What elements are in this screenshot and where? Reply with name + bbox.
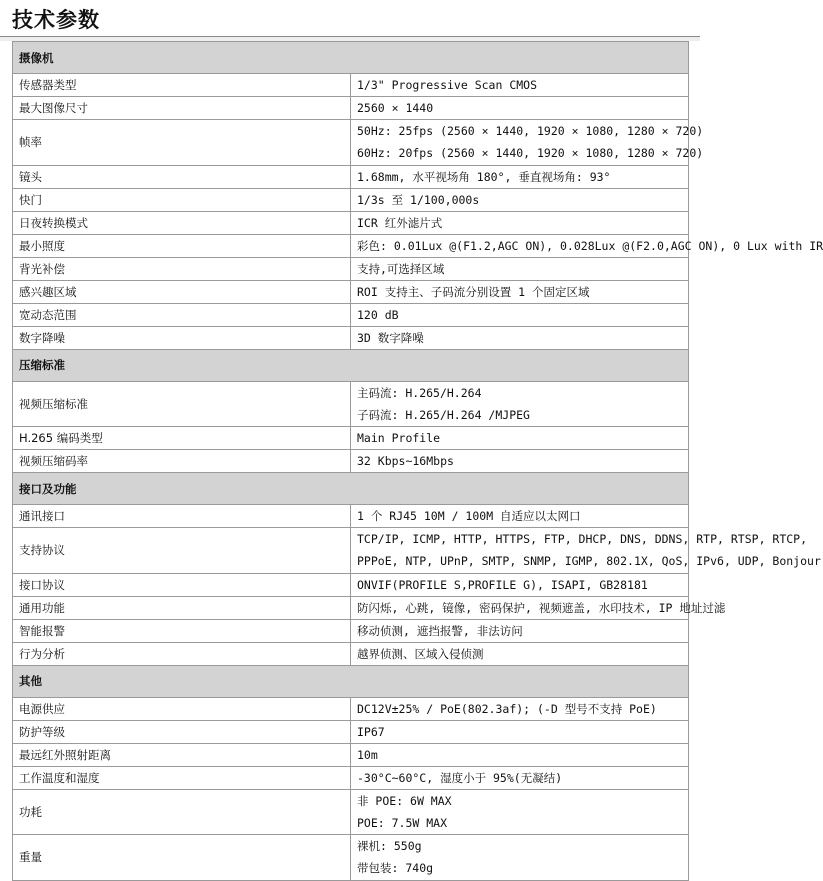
- spec-row: [13, 619, 689, 642]
- spec-value: [351, 528, 821, 574]
- spec-value-line: ROI 支持主、子码流分别设置 1 个固定区域: [357, 284, 590, 299]
- spec-row: [13, 188, 689, 211]
- spec-row: [13, 257, 689, 280]
- spec-value-line: 带包装: 740g: [357, 861, 434, 876]
- spec-value: [351, 97, 689, 120]
- section-header-row: [13, 665, 689, 697]
- spec-value: [351, 619, 689, 642]
- spec-value: [351, 165, 689, 188]
- spec-value-line: 裸机: 550g: [357, 839, 422, 854]
- spec-value-line: 50Hz: 25fps (2560 × 1440, 1920 × 1080, 1280 × 720): [357, 124, 704, 139]
- spec-value-line: 2560 × 1440: [357, 101, 434, 115]
- spec-value-line: 10m: [357, 747, 378, 762]
- spec-row: [13, 697, 689, 720]
- spec-value-line: 彩色: 0.01Lux @(F1.2,AGC ON), 0.028Lux @(F2.0,AGC ON), 0 Lux with IR: [357, 238, 823, 253]
- spec-value-line: 1.68mm, 水平视场角 180°, 垂直视场角: 93°: [357, 169, 611, 184]
- section-header-row: [13, 473, 689, 505]
- spec-row: [13, 303, 689, 326]
- spec-row: [13, 120, 689, 166]
- spec-value-line: TCP/IP, ICMP, HTTP, HTTPS, FTP, DHCP, DNS, DDNS, RTP, RTSP, RTCP,: [357, 532, 808, 547]
- spec-key: 数字降噪: [13, 326, 351, 349]
- spec-value-line: 32 Kbps~16Mbps: [357, 454, 454, 468]
- spec-key: 行为分析: [13, 642, 351, 665]
- spec-key: 帧率: [13, 120, 351, 166]
- spec-key: 快门: [13, 188, 351, 211]
- spec-key: 工作温度和湿度: [13, 766, 351, 789]
- spec-row: [13, 642, 689, 665]
- spec-value-line: PPPoE, NTP, UPnP, SMTP, SNMP, IGMP, 802.1X, QoS, IPv6, UDP, Bonjour: [357, 554, 821, 569]
- spec-value: [351, 573, 689, 596]
- spec-value-line: 3D 数字降噪: [357, 330, 424, 345]
- spec-value-line: 1 个 RJ45 10M / 100M 自适应以太网口: [357, 509, 581, 523]
- section-header: 压缩标准: [13, 349, 689, 381]
- spec-key: H.265 编码类型: [13, 427, 351, 450]
- page-title: 技术参数: [12, 8, 100, 32]
- spec-row: [13, 381, 689, 427]
- spec-value-line: ONVIF(PROFILE S,PROFILE G), ISAPI, GB28181: [357, 577, 648, 592]
- spec-key: 功耗: [13, 789, 351, 835]
- spec-value-line: POE: 7.5W MAX: [357, 815, 448, 830]
- spec-table: [12, 41, 823, 881]
- spec-value-line: 120 dB: [357, 307, 399, 322]
- spec-key: 背光补偿: [13, 257, 351, 280]
- spec-row: [13, 528, 689, 574]
- spec-row: [13, 450, 689, 473]
- spec-key: 接口协议: [13, 573, 351, 596]
- spec-value: [351, 835, 689, 881]
- spec-row: [13, 280, 689, 303]
- spec-value: [351, 642, 689, 665]
- spec-key: 镜头: [13, 165, 351, 188]
- section-header-row: [13, 42, 689, 74]
- spec-key: 最远红外照射距离: [13, 743, 351, 766]
- spec-value: [351, 74, 689, 97]
- spec-value: [351, 450, 689, 473]
- spec-value: [351, 188, 689, 211]
- spec-value-line: DC12V±25% / PoE(802.3af); (-D 型号不支持 PoE): [357, 701, 657, 716]
- spec-row: [13, 211, 689, 234]
- spec-value: [351, 427, 689, 450]
- section-header: 其他: [13, 665, 689, 697]
- spec-value-line: 防闪烁, 心跳, 镜像, 密码保护, 视频遮盖, 水印技术, IP 地址过滤: [357, 600, 726, 615]
- spec-value: [351, 211, 689, 234]
- spec-value-line: 支持,可选择区域: [357, 261, 445, 276]
- spec-key: 日夜转换模式: [13, 211, 351, 234]
- spec-row: [13, 743, 689, 766]
- spec-value: [351, 234, 823, 257]
- section-header-row: [13, 349, 689, 381]
- spec-row: [13, 234, 689, 257]
- spec-row: [13, 596, 689, 619]
- spec-row: [13, 766, 689, 789]
- spec-value-line: 移动侦测, 遮挡报警, 非法访问: [357, 623, 523, 638]
- spec-value-line: Main Profile: [357, 431, 441, 445]
- spec-value: [351, 720, 689, 743]
- spec-row: [13, 835, 689, 881]
- spec-row: [13, 720, 689, 743]
- spec-key: 电源供应: [13, 697, 351, 720]
- spec-value-line: -30°C~60°C, 湿度小于 95%(无凝结): [357, 770, 563, 785]
- spec-key: 视频压缩码率: [13, 450, 351, 473]
- spec-value: [351, 766, 689, 789]
- spec-row: [13, 573, 689, 596]
- spec-value: [351, 120, 704, 166]
- spec-value: [351, 789, 689, 835]
- spec-value: [351, 743, 689, 766]
- spec-key: 最小照度: [13, 234, 351, 257]
- spec-value: [351, 505, 689, 528]
- spec-row: [13, 326, 689, 349]
- spec-value: [351, 303, 689, 326]
- spec-key: 通用功能: [13, 596, 351, 619]
- spec-key: 感兴趣区域: [13, 280, 351, 303]
- spec-key: 支持协议: [13, 528, 351, 574]
- spec-key: 视频压缩标准: [13, 381, 351, 427]
- spec-value-line: 子码流: H.265/H.264 /MJPEG: [357, 407, 530, 422]
- spec-value: [351, 280, 689, 303]
- spec-key: 防护等级: [13, 720, 351, 743]
- spec-value: [351, 326, 689, 349]
- spec-row: [13, 505, 689, 528]
- spec-value-line: ICR 红外滤片式: [357, 215, 443, 230]
- spec-row: [13, 427, 689, 450]
- spec-value-line: 主码流: H.265/H.264: [357, 385, 482, 400]
- spec-row: [13, 789, 689, 835]
- spec-key: 宽动态范围: [13, 303, 351, 326]
- spec-value-line: 60Hz: 20fps (2560 × 1440, 1920 × 1080, 1280 × 720): [357, 146, 704, 161]
- spec-key: 通讯接口: [13, 505, 351, 528]
- spec-value: [351, 596, 726, 619]
- spec-key: 传感器类型: [13, 74, 351, 97]
- spec-value-line: 越界侦测、区域入侵侦测: [357, 646, 484, 661]
- spec-value-line: IP67: [357, 724, 385, 739]
- spec-value: [351, 381, 689, 427]
- spec-value-line: 1/3" Progressive Scan CMOS: [357, 78, 538, 92]
- spec-key: 重量: [13, 835, 351, 881]
- section-header: 摄像机: [13, 42, 689, 74]
- spec-key: 最大图像尺寸: [13, 97, 351, 120]
- spec-value: [351, 257, 689, 280]
- spec-value: [351, 697, 689, 720]
- spec-row: [13, 165, 689, 188]
- section-header: 接口及功能: [13, 473, 689, 505]
- spec-row: [13, 74, 689, 97]
- spec-row: [13, 97, 689, 120]
- spec-value-line: 1/3s 至 1/100,000s: [357, 192, 480, 207]
- spec-key: 智能报警: [13, 619, 351, 642]
- spec-value-line: 非 POE: 6W MAX: [357, 793, 452, 808]
